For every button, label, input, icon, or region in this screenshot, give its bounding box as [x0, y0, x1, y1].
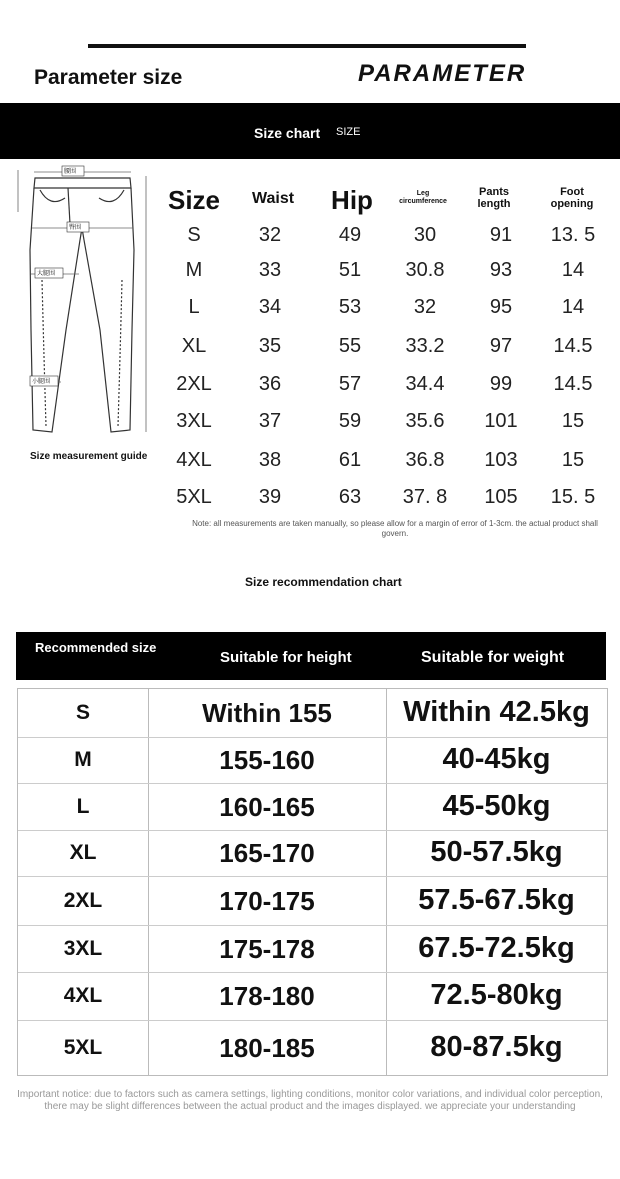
recommendation-cell-height: 178-180 [219, 981, 315, 1011]
size-cell-size: 2XL [176, 373, 212, 395]
recommendation-cell-height: 160-165 [219, 792, 315, 822]
size-cell-size: XL [181, 335, 207, 357]
size-chart-label-en: SIZE [336, 126, 361, 138]
size-cell-hip: 51 [338, 259, 362, 281]
size-cell-foot: 14.5 [553, 373, 593, 395]
size-chart-label: Size chart [254, 125, 321, 141]
size-cell-waist: 39 [258, 486, 282, 508]
size-cell-length: 103 [484, 449, 518, 471]
size-cell-hip: 59 [338, 410, 362, 432]
recommendation-cell-size: 5XL [63, 1036, 103, 1059]
size-cell-foot: 15 [561, 410, 585, 432]
recommendation-cell-height: 155-160 [219, 745, 315, 775]
size-cell-hip: 61 [338, 449, 362, 471]
recommendation-cell-size: S [75, 701, 90, 724]
size-cell-waist: 33 [258, 259, 282, 281]
measurement-note: Note: all measurements are taken manually, so please allow for a margin of error of 1-3cm. the actual product shall govern. [192, 519, 598, 538]
size-cell-length: 95 [489, 296, 513, 318]
recommendation-title: Size recommendation chart [245, 575, 402, 589]
recommendation-cell-height: 165-170 [219, 838, 315, 868]
size-cell-length: 93 [489, 259, 513, 281]
recommendation-cell-height: 175-178 [219, 934, 315, 964]
size-cell-size: 3XL [176, 410, 212, 432]
size-cell-waist: 32 [258, 224, 282, 246]
header-length [478, 186, 511, 210]
recommendation-cell-size: 4XL [63, 984, 103, 1007]
recommendation-cell-weight: 45-50kg [442, 790, 551, 822]
size-cell-hip: 53 [338, 296, 362, 318]
size-cell-foot: 15. 5 [550, 486, 596, 508]
size-cell-waist: 34 [258, 296, 282, 318]
size-cell-leg: 36.8 [405, 449, 445, 471]
header-length-line1: Pants [479, 186, 509, 198]
recommendation-cell-size: L [76, 795, 90, 818]
recommendation-row [18, 737, 607, 784]
recommendation-cell-size: 2XL [63, 889, 103, 912]
header-foot-line2: opening [550, 198, 594, 210]
size-cell-length: 101 [484, 410, 518, 432]
recommendation-cell-weight: 67.5-72.5kg [418, 932, 575, 964]
size-cell-foot: 14 [561, 259, 585, 281]
recommendation-header-bar [16, 632, 606, 680]
size-cell-leg: 32 [413, 296, 437, 318]
header-foot-line1: Foot [560, 186, 584, 198]
header-suitable-height: Suitable for height [220, 649, 352, 666]
recommendation-cell-size: 3XL [63, 937, 103, 960]
recommendation-cell-weight: Within 42.5kg [403, 696, 590, 728]
size-cell-size: S [187, 224, 201, 246]
diagram-caption: Size measurement guide [30, 451, 148, 462]
size-cell-leg: 37. 8 [402, 486, 448, 508]
size-cell-size: L [188, 296, 200, 318]
recommendation-cell-weight: 57.5-67.5kg [418, 884, 575, 916]
header-hip: Hip [331, 185, 373, 215]
page-title: Parameter size [34, 66, 183, 89]
size-cell-foot: 13. 5 [550, 224, 596, 246]
diagram-label-calf: 小腿围 [32, 379, 51, 385]
size-cell-foot: 14 [561, 296, 585, 318]
page-title-parameter: PARAMETER [358, 60, 527, 87]
recommendation-row [18, 972, 607, 1021]
size-cell-hip: 49 [338, 224, 362, 246]
recommendation-cell-height: Within 155 [202, 698, 332, 728]
recommendation-row [18, 830, 607, 877]
size-cell-foot: 14.5 [553, 335, 593, 357]
diagram-label-waist: 腰围 [64, 169, 77, 175]
header-leg [399, 190, 447, 206]
size-cell-hip: 57 [338, 373, 362, 395]
size-cell-hip: 55 [338, 335, 362, 357]
size-cell-length: 99 [489, 373, 513, 395]
recommendation-cell-height: 170-175 [219, 886, 315, 916]
recommendation-cell-size: M [74, 748, 92, 771]
recommendation-cell-size: XL [69, 841, 97, 864]
size-cell-waist: 35 [258, 335, 282, 357]
size-cell-size: 5XL [176, 486, 212, 508]
size-cell-waist: 36 [258, 373, 282, 395]
header-waist: Waist [251, 190, 295, 207]
size-cell-length: 97 [489, 335, 513, 357]
recommendation-row [18, 783, 607, 831]
recommendation-row [18, 876, 607, 926]
header-suitable-weight: Suitable for weight [421, 649, 565, 666]
header-size: Size [167, 185, 221, 215]
recommendation-row [18, 1020, 607, 1075]
size-cell-leg: 30 [413, 224, 437, 246]
size-cell-leg: 33.2 [405, 335, 445, 357]
recommendation-cell-height: 180-185 [219, 1033, 315, 1063]
diagram-label-hip: 臀围 [69, 225, 82, 231]
recommendation-cell-weight: 50-57.5kg [430, 836, 563, 868]
size-cell-leg: 34.4 [405, 373, 445, 395]
recommendation-row [18, 689, 607, 738]
size-cell-size: 4XL [176, 449, 212, 471]
recommendation-cell-weight: 80-87.5kg [430, 1031, 563, 1063]
recommendation-cell-weight: 72.5-80kg [430, 979, 563, 1011]
pants-diagram [10, 160, 160, 450]
header-foot [551, 186, 594, 210]
header-recommended-size: Recommended size [35, 640, 157, 655]
recommendation-table [17, 688, 608, 1076]
size-cell-foot: 15 [561, 449, 585, 471]
header-leg-line1: Leg [416, 190, 430, 197]
header-length-line2: length [477, 198, 511, 210]
footer-notice: Important notice: due to factors such as camera settings, lighting conditions, monitor color variations, and individual color perception, there may be slight differences between the actual product and the images displayed. we appreciate your understanding [17, 1089, 603, 1112]
header-leg-line2: circumference [399, 198, 447, 205]
size-cell-waist: 37 [258, 410, 282, 432]
diagram-label-thigh: 大腿围 [37, 271, 56, 277]
size-cell-waist: 38 [258, 449, 282, 471]
size-cell-leg: 30.8 [405, 259, 445, 281]
size-chart-bar [0, 103, 620, 159]
size-cell-length: 91 [489, 224, 513, 246]
recommendation-cell-weight: 40-45kg [442, 743, 551, 775]
size-cell-hip: 63 [338, 486, 362, 508]
size-cell-leg: 35.6 [405, 410, 445, 432]
size-cell-size: M [185, 259, 203, 281]
recommendation-row [18, 925, 607, 973]
top-divider [88, 44, 526, 48]
size-cell-length: 105 [484, 486, 518, 508]
